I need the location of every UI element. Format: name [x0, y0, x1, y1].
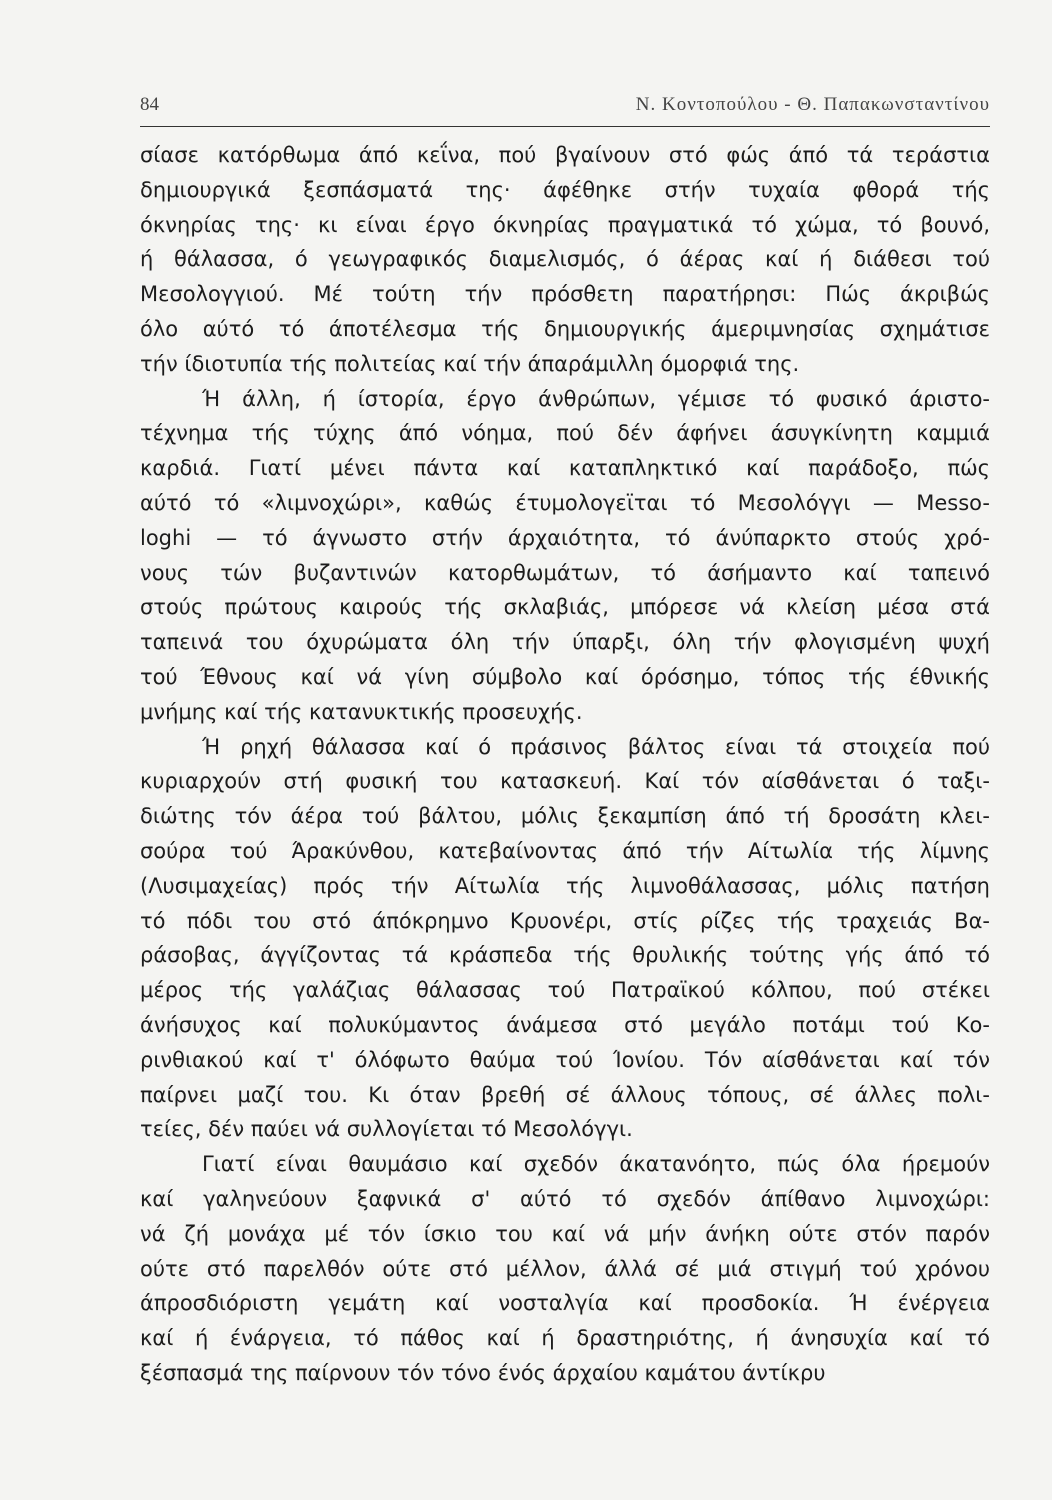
running-head: Ν. Κοντοπούλου - Θ. Παπακωνσταντίνου — [635, 94, 990, 115]
text-line: Γιατί είναι θαυμάσιο καί σχεδόν άκατανόητο, πώς όλα ήρεμούν — [202, 1152, 990, 1177]
text-line: τού Έθνους καί νά γίνη σύμβολο καί όρόσημο, τόπος τής έθνικής — [140, 664, 990, 689]
body-text — [140, 138, 990, 1391]
text-line: άνήσυχος καί πολυκύμαντος άνάμεσα στό μεγάλο ποτάμι τού Κο- — [140, 1012, 990, 1037]
text-line: τέχνημα τής τύχης άπό νόημα, πού δέν άφήνει άσυγκίνητη καμμιά — [140, 421, 990, 446]
text-line: άπροσδιόριστη γεμάτη καί νοσταλγία καί προσδοκία. Ή ένέργεια — [140, 1291, 990, 1316]
text-line: σούρα τού Άρακύνθου, κατεβαίνοντας άπό τήν Αίτωλία τής λίμνης — [140, 838, 990, 863]
text-line: μνήμης καί τής κατανυκτικής προσευχής. — [140, 699, 583, 724]
text-line: καί γαληνεύουν ξαφνικά σ' αύτό τό σχεδόν άπίθανο λιμνοχώρι: — [140, 1186, 990, 1211]
text-line: αύτό τό «λιμνοχώρι», καθώς έτυμολογεϊται τό Μεσολόγγι — Messo- — [140, 490, 990, 515]
page-header — [140, 90, 990, 127]
text-line: ούτε στό παρελθόν ούτε στό μέλλον, άλλά σέ μιά στιγμή τού χρόνου — [140, 1256, 990, 1281]
text-line: όλο αύτό τό άποτέλεσμα τής δημιουργικής άμεριμνησίας σχημάτισε — [140, 316, 990, 341]
text-line: τήν ίδιοτυπία τής πολιτείας καί τήν άπαράμιλλη όμορφιά της. — [140, 351, 800, 376]
text-line: δημιουργικά ξεσπάσματά της· άφέθηκε στήν τυχαία φθορά τής — [140, 177, 990, 202]
paragraph — [140, 138, 990, 382]
text-line: διώτης τόν άέρα τού βάλτου, μόλις ξεκαμπίση άπό τή δροσάτη κλει- — [140, 804, 990, 829]
text-line: όκνηρίας της· κι είναι έργο όκνηρίας πραγματικά τό χώμα, τό βουνό, — [140, 212, 990, 237]
text-line: Μεσολογγιού. Μέ τούτη τήν πρόσθετη παρατήρησι: Πώς άκριβώς — [140, 282, 990, 307]
paragraph — [140, 382, 990, 730]
text-line: κυριαρχούν στή φυσική του κατασκευή. Καί τόν αίσθάνεται ό ταξι- — [140, 769, 990, 794]
text-line: ράσοβας, άγγίζοντας τά κράσπεδα τής θρυλικής τούτης γής άπό τό — [140, 943, 990, 968]
text-line: Ή ρηχή θάλασσα καί ό πράσινος βάλτος είναι τά στοιχεία πού — [202, 734, 990, 759]
text-line: παίρνει μαζί του. Κι όταν βρεθή σέ άλλους τόπους, σέ άλλες πολι- — [140, 1082, 990, 1107]
text-line: στούς πρώτους καιρούς τής σκλαβιάς, μπόρεσε νά κλείση μέσα στά — [140, 595, 990, 620]
text-line: καρδιά. Γιατί μένει πάντα καί καταπληκτικό καί παράδοξο, πώς — [140, 456, 990, 481]
text-line: ξέσπασμά της παίρνουν τόν τόνο ένός άρχαίου καμάτου άντίκρυ — [140, 1360, 826, 1385]
text-line: ρινθιακού καί τ' όλόφωτο θαύμα τού Ίονίου. Τόν αίσθάνεται καί τόν — [140, 1047, 990, 1072]
text-line: ταπεινά του όχυρώματα όλη τήν ύπαρξι, όλη τήν φλογισμένη ψυχή — [140, 630, 990, 655]
page-number: 84 — [140, 94, 159, 115]
text-line: σίασε κατόρθωμα άπό κεΐνα, πού βγαίνουν στό φώς άπό τά τεράστια — [140, 143, 990, 167]
text-line: μέρος τής γαλάζιας θάλασσας τού Πατραϊκού κόλπου, πού στέκει — [140, 978, 990, 1003]
text-line: (Λυσιμαχείας) πρός τήν Αίτωλία τής λιμνοθάλασσας, μόλις πατήση — [140, 873, 990, 898]
paragraph — [140, 1147, 990, 1391]
paragraph — [140, 730, 990, 1148]
text-line: ή θάλασσα, ό γεωγραφικός διαμελισμός, ό άέρας καί ή διάθεσι τού — [140, 247, 990, 272]
text-line: νά ζή μονάχα μέ τόν ίσκιο του καί νά μήν άνήκη ούτε στόν παρόν — [140, 1221, 990, 1246]
text-line: loghi — τό άγνωστο στήν άρχαιότητα, τό άνύπαρκτο στούς χρό- — [140, 525, 990, 550]
text-line: τό πόδι του στό άπόκρημνο Κρυονέρι, στίς ρίζες τής τραχειάς Βα- — [140, 908, 990, 933]
text-line: τείες, δέν παύει νά συλλογίεται τό Μεσολόγγι. — [140, 1117, 633, 1142]
text-line: νους τών βυζαντινών κατορθωμάτων, τό άσήμαντο καί ταπεινό — [140, 560, 990, 585]
text-line: Ή άλλη, ή ίστορία, έργο άνθρώπων, γέμισε τό φυσικό άριστο- — [202, 386, 990, 411]
text-line: καί ή ένάργεια, τό πάθος καί ή δραστηριότης, ή άνησυχία καί τό — [140, 1326, 990, 1351]
